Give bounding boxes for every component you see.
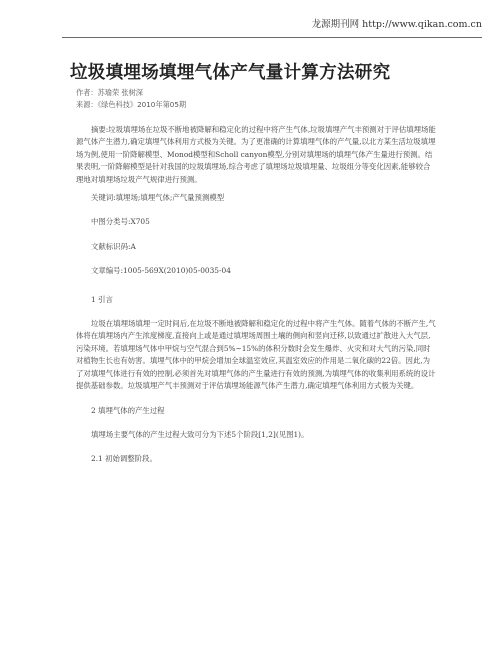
article-authors: 作者：苏瑜荣 张树深 (76, 88, 143, 97)
header-divider (62, 37, 482, 38)
site-header-text: 龙源期刊网 http://www.qikan.com.cn (311, 19, 482, 30)
article-number: 文章编号:1005-569X(2010)05-0035-04 (91, 266, 231, 276)
document-code: 文献标识码:A (91, 241, 136, 251)
section-1-heading: 1 引言 (91, 294, 113, 304)
section-2-1-heading: 2.1 初始调整阶段。 (91, 454, 157, 464)
section-2-heading: 2 填埋气体的产生过程 (91, 405, 165, 415)
section-1-paragraph: 垃圾在填埋场填埋一定时间后,在垃圾不断地被降解和稳定化的过程中将产生气体。随着气体的不断产生,气体将在填埋场内产生浓度梯度,直接向上或是通过填埋场周围土壤的侧向和竖向迁移,以致通过扩散进入大气层,污染环境。若填埋场气体中甲烷与空气混合到5%~15%的体积分数时会发生爆炸、火灾和对大气的污染,同时对植物生长也有妨害。填埋气体中的甲烷会增加全球温室效应,其温室效应的作用是二氧化碳的22倍。因此,为了对填埋气体进行有效的控制,必须首先对填埋气体的产生量进行有效的预测,为填埋气体的收集利用系统的设计提供基础参数。垃圾填埋产气丰预测对于评估填埋场能源气体产生潜力,确定填埋气体利用方式极为关键。 (76, 319, 436, 391)
clc-number: 中图分类号:X705 (91, 217, 150, 227)
keywords-line: 关键词:填埋场;填埋气体;产气量预测模型 (91, 193, 225, 203)
article-title: 垃圾填埋场填埋气体产气量计算方法研究 (70, 63, 391, 83)
abstract-paragraph: 摘要:垃圾填埋场在垃圾不断地被降解和稳定化的过程中将产生气体,垃圾填埋产气丰预测对于评估填埋场能源气体产生潜力,确定填埋气体利用方式极为关键。为了更准确的计算填埋气体的产气量,以北方某生活垃圾填埋场为例,使用一阶降解模型、Monod模型和Scholl canyon模型,分别对填埋场的填埋气体产生量进行预测。结果表明,一阶降解模型是针对我国的垃圾填埋场,综合考虑了填埋场垃圾填埋量、垃圾组分等变化因素,能够较合理地对填埋场垃圾产气规律进行预测。 (76, 125, 436, 184)
article-source: 来源：《绿色科技》2010年第05期 (76, 100, 187, 109)
article-body (76, 124, 436, 466)
section-2-paragraph: 填埋场主要气体的产生过程大致可分为下述5个阶段[1,2](见图1)。 (91, 429, 309, 439)
